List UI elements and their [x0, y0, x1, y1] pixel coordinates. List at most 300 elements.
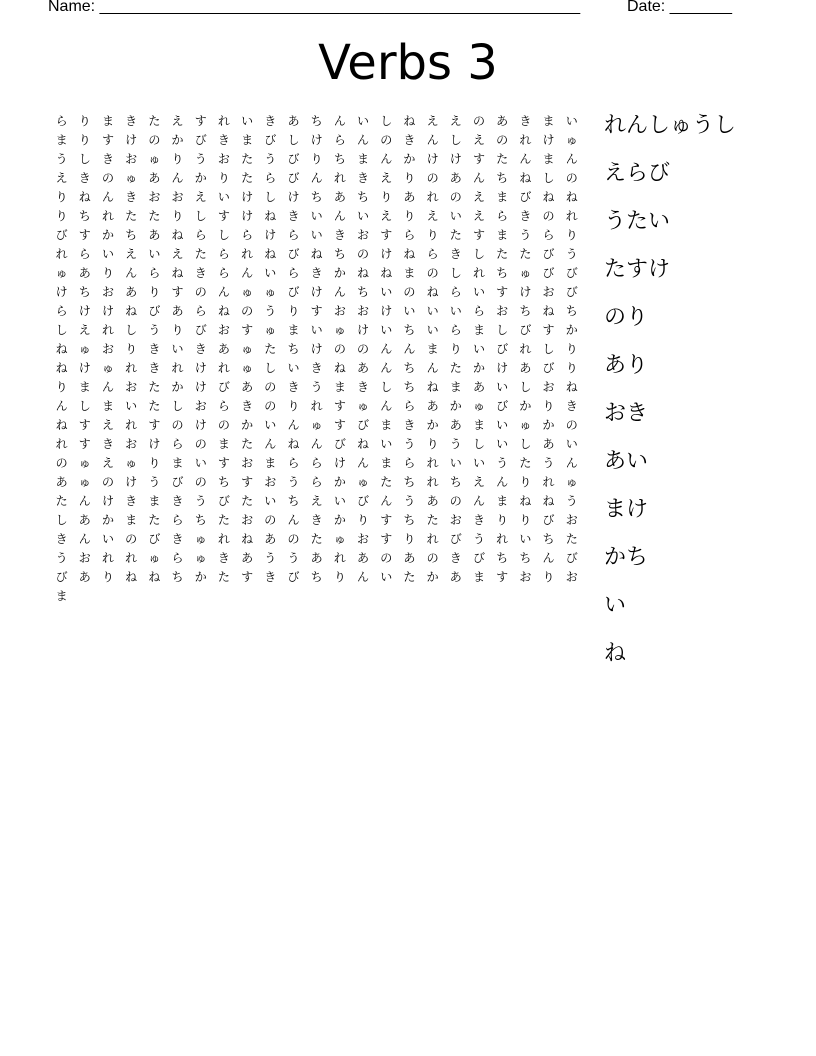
grid-cell: た	[449, 361, 462, 375]
grid-cell: い	[125, 399, 138, 413]
grid-cell: ね	[78, 190, 91, 204]
grid-cell: う	[565, 494, 578, 508]
grid-cell: い	[264, 494, 277, 508]
grid-cell: れ	[217, 532, 230, 546]
grid-cell: き	[125, 190, 138, 204]
grid-cell: ま	[333, 380, 346, 394]
grid-cell: お	[241, 456, 254, 470]
grid-cell: ね	[171, 228, 184, 242]
grid-cell: け	[310, 133, 323, 147]
grid-cell: り	[519, 475, 532, 489]
grid-cell: あ	[426, 494, 439, 508]
grid-cell: お	[194, 399, 207, 413]
grid-cell: か	[426, 418, 439, 432]
grid-cell: し	[55, 323, 68, 337]
grid-cell: す	[496, 285, 509, 299]
grid-cell: ね	[565, 380, 578, 394]
grid-cell: い	[217, 190, 230, 204]
grid-cell: う	[264, 304, 277, 318]
grid-cell: あ	[357, 361, 370, 375]
grid-cell: た	[217, 570, 230, 584]
grid-cell: あ	[78, 513, 91, 527]
grid-cell: の	[241, 304, 254, 318]
grid-cell: り	[101, 266, 114, 280]
grid-cell: え	[101, 456, 114, 470]
grid-cell: ん	[472, 494, 485, 508]
grid-cell: び	[496, 342, 509, 356]
grid-cell: お	[101, 342, 114, 356]
grid-cell: り	[565, 342, 578, 356]
grid-cell: ゅ	[264, 323, 277, 337]
grid-cell: ら	[403, 399, 416, 413]
grid-cell: す	[241, 475, 254, 489]
grid-cell: ち	[78, 285, 91, 299]
grid-cell: ん	[310, 171, 323, 185]
grid-cell: び	[565, 285, 578, 299]
grid-cell: ち	[357, 285, 370, 299]
grid-cell: け	[125, 133, 138, 147]
grid-cell: ら	[194, 304, 207, 318]
grid-cell: い	[426, 304, 439, 318]
grid-cell: き	[78, 171, 91, 185]
grid-cell: び	[217, 494, 230, 508]
grid-cell: ね	[542, 190, 555, 204]
grid-cell: い	[194, 456, 207, 470]
grid-cell: ん	[78, 494, 91, 508]
grid-cell: か	[194, 171, 207, 185]
grid-cell: り	[333, 570, 346, 584]
grid-cell: ま	[55, 589, 68, 603]
grid-cell: あ	[310, 551, 323, 565]
grid-cell: い	[380, 285, 393, 299]
grid-cell: か	[101, 513, 114, 527]
grid-cell: お	[357, 532, 370, 546]
grid-cell: あ	[449, 570, 462, 584]
grid-cell: し	[287, 133, 300, 147]
grid-cell: び	[472, 551, 485, 565]
grid-cell: す	[310, 304, 323, 318]
grid-cell: れ	[519, 342, 532, 356]
word-list-item: えらび	[604, 161, 671, 186]
grid-cell: あ	[264, 532, 277, 546]
grid-cell: お	[542, 380, 555, 394]
grid-cell: ん	[310, 437, 323, 451]
grid-cell: た	[519, 456, 532, 470]
grid-cell: ま	[403, 266, 416, 280]
grid-cell: び	[333, 437, 346, 451]
grid-cell: び	[287, 570, 300, 584]
grid-cell: う	[287, 475, 300, 489]
grid-cell: ん	[171, 171, 184, 185]
grid-cell: ゅ	[78, 342, 91, 356]
grid-cell: の	[217, 418, 230, 432]
grid-cell: あ	[78, 570, 91, 584]
grid-cell: ゅ	[519, 266, 532, 280]
grid-cell: り	[542, 570, 555, 584]
grid-cell: び	[519, 190, 532, 204]
grid-cell: り	[55, 190, 68, 204]
grid-cell: け	[310, 285, 323, 299]
grid-cell: い	[472, 342, 485, 356]
grid-cell: の	[148, 133, 161, 147]
grid-cell: ゅ	[264, 285, 277, 299]
grid-cell: い	[264, 266, 277, 280]
grid-cell: ま	[380, 456, 393, 470]
grid-cell: あ	[148, 171, 161, 185]
grid-cell: ら	[171, 551, 184, 565]
word-list-item: まけ	[604, 497, 649, 522]
grid-cell: ん	[380, 342, 393, 356]
grid-cell: ね	[125, 304, 138, 318]
grid-cell: り	[380, 190, 393, 204]
grid-cell: ま	[101, 399, 114, 413]
grid-cell: ね	[287, 437, 300, 451]
grid-cell: ん	[380, 152, 393, 166]
grid-cell: た	[519, 247, 532, 261]
grid-cell: の	[449, 494, 462, 508]
grid-cell: き	[194, 342, 207, 356]
grid-cell: し	[264, 361, 277, 375]
grid-cell: れ	[333, 551, 346, 565]
grid-cell: ね	[333, 361, 346, 375]
grid-cell: た	[380, 475, 393, 489]
grid-cell: き	[194, 266, 207, 280]
grid-cell: い	[496, 437, 509, 451]
grid-cell: れ	[217, 361, 230, 375]
grid-cell: び	[565, 551, 578, 565]
grid-cell: け	[380, 247, 393, 261]
grid-cell: れ	[101, 209, 114, 223]
grid-cell: び	[287, 171, 300, 185]
grid-cell: す	[241, 570, 254, 584]
grid-cell: す	[217, 209, 230, 223]
grid-cell: ね	[380, 266, 393, 280]
grid-cell: ね	[55, 361, 68, 375]
grid-cell: う	[403, 494, 416, 508]
grid-cell: ら	[310, 456, 323, 470]
grid-cell: ゅ	[125, 456, 138, 470]
grid-cell: し	[496, 323, 509, 337]
grid-cell: ら	[333, 133, 346, 147]
grid-cell: す	[217, 456, 230, 470]
grid-cell: け	[78, 304, 91, 318]
grid-cell: れ	[217, 114, 230, 128]
grid-cell: び	[287, 152, 300, 166]
grid-cell: え	[472, 133, 485, 147]
grid-cell: ゅ	[357, 475, 370, 489]
grid-cell: ん	[380, 399, 393, 413]
grid-cell: あ	[519, 361, 532, 375]
grid-cell: れ	[310, 399, 323, 413]
name-field-label: Name: ______________________________________________________	[48, 0, 581, 15]
grid-cell: い	[148, 247, 161, 261]
grid-cell: き	[264, 114, 277, 128]
grid-cell: ち	[310, 570, 323, 584]
grid-cell: あ	[287, 114, 300, 128]
grid-cell: す	[171, 285, 184, 299]
grid-cell: え	[55, 171, 68, 185]
grid-cell: お	[78, 551, 91, 565]
grid-cell: り	[55, 209, 68, 223]
grid-cell: か	[171, 133, 184, 147]
grid-cell: あ	[241, 551, 254, 565]
grid-cell: ち	[496, 551, 509, 565]
grid-cell: ん	[101, 380, 114, 394]
word-list-item: い	[604, 593, 627, 618]
grid-cell: ゅ	[241, 285, 254, 299]
grid-cell: ゅ	[310, 418, 323, 432]
grid-cell: き	[148, 342, 161, 356]
grid-cell: び	[542, 247, 555, 261]
grid-cell: お	[333, 304, 346, 318]
grid-cell: き	[171, 494, 184, 508]
grid-cell: び	[542, 513, 555, 527]
grid-cell: う	[194, 152, 207, 166]
grid-cell: の	[194, 285, 207, 299]
grid-cell: ね	[565, 190, 578, 204]
grid-cell: あ	[403, 551, 416, 565]
grid-cell: の	[194, 437, 207, 451]
grid-cell: き	[403, 133, 416, 147]
grid-cell: ら	[55, 114, 68, 128]
word-search-grid	[50, 112, 583, 606]
grid-cell: ち	[194, 513, 207, 527]
grid-cell: き	[287, 380, 300, 394]
grid-cell: ね	[264, 247, 277, 261]
grid-cell: か	[565, 323, 578, 337]
grid-cell: の	[472, 114, 485, 128]
grid-cell: ら	[403, 456, 416, 470]
grid-cell: け	[519, 285, 532, 299]
grid-cell: ま	[496, 228, 509, 242]
grid-cell: お	[357, 228, 370, 242]
grid-cell: り	[426, 437, 439, 451]
grid-cell: い	[357, 114, 370, 128]
grid-cell: ま	[78, 380, 91, 394]
grid-cell: い	[449, 304, 462, 318]
grid-cell: い	[403, 304, 416, 318]
grid-cell: ら	[171, 513, 184, 527]
grid-cell: か	[171, 380, 184, 394]
grid-cell: の	[194, 475, 207, 489]
grid-cell: ら	[148, 266, 161, 280]
grid-cell: き	[101, 152, 114, 166]
grid-cell: の	[403, 285, 416, 299]
grid-cell: ん	[519, 152, 532, 166]
grid-cell: え	[472, 209, 485, 223]
grid-cell: り	[78, 114, 91, 128]
grid-cell: ん	[125, 266, 138, 280]
grid-cell: い	[496, 418, 509, 432]
grid-cell: ね	[403, 247, 416, 261]
grid-cell: れ	[101, 551, 114, 565]
word-list-item: うたい	[604, 209, 671, 234]
grid-cell: ち	[403, 323, 416, 337]
grid-cell: し	[380, 114, 393, 128]
grid-cell: ま	[472, 418, 485, 432]
grid-cell: た	[125, 209, 138, 223]
grid-cell: ち	[403, 513, 416, 527]
grid-cell: う	[310, 380, 323, 394]
grid-cell: の	[426, 551, 439, 565]
grid-cell: す	[101, 133, 114, 147]
grid-cell: き	[125, 494, 138, 508]
grid-cell: び	[171, 475, 184, 489]
grid-cell: ん	[241, 266, 254, 280]
grid-cell: た	[496, 247, 509, 261]
grid-cell: び	[565, 266, 578, 280]
grid-cell: り	[148, 285, 161, 299]
grid-cell: お	[449, 513, 462, 527]
grid-cell: ん	[426, 361, 439, 375]
grid-cell: ゅ	[519, 418, 532, 432]
grid-cell: た	[241, 494, 254, 508]
grid-cell: い	[264, 418, 277, 432]
grid-cell: の	[357, 247, 370, 261]
grid-cell: き	[55, 532, 68, 546]
word-list-item: あい	[604, 449, 649, 474]
grid-cell: り	[449, 342, 462, 356]
grid-cell: ら	[472, 304, 485, 318]
grid-cell: う	[148, 323, 161, 337]
grid-cell: し	[519, 437, 532, 451]
grid-cell: ま	[426, 342, 439, 356]
grid-cell: き	[449, 551, 462, 565]
grid-cell: ら	[496, 209, 509, 223]
grid-cell: ね	[241, 532, 254, 546]
grid-cell: ゅ	[357, 399, 370, 413]
grid-cell: び	[194, 133, 207, 147]
grid-cell: ち	[542, 532, 555, 546]
grid-cell: の	[426, 171, 439, 185]
grid-cell: ん	[426, 133, 439, 147]
grid-cell: す	[380, 228, 393, 242]
grid-cell: ち	[287, 494, 300, 508]
grid-cell: す	[194, 114, 207, 128]
grid-cell: あ	[171, 304, 184, 318]
word-list	[604, 102, 814, 678]
grid-cell: け	[542, 133, 555, 147]
grid-cell: う	[264, 551, 277, 565]
grid-cell: の	[380, 551, 393, 565]
grid-cell: き	[101, 437, 114, 451]
grid-cell: れ	[426, 475, 439, 489]
grid-cell: う	[194, 494, 207, 508]
grid-cell: た	[264, 342, 277, 356]
grid-cell: き	[565, 399, 578, 413]
grid-cell: ま	[449, 380, 462, 394]
grid-cell: け	[287, 190, 300, 204]
grid-cell: ん	[333, 285, 346, 299]
grid-cell: し	[55, 513, 68, 527]
grid-cell: ま	[55, 133, 68, 147]
grid-cell: ん	[264, 437, 277, 451]
grid-cell: の	[264, 399, 277, 413]
grid-cell: け	[194, 418, 207, 432]
grid-cell: れ	[241, 247, 254, 261]
grid-cell: い	[449, 456, 462, 470]
grid-cell: ら	[287, 266, 300, 280]
grid-cell: き	[472, 513, 485, 527]
grid-cell: り	[403, 532, 416, 546]
grid-cell: い	[333, 494, 346, 508]
grid-cell: き	[241, 399, 254, 413]
grid-cell: え	[449, 114, 462, 128]
grid-cell: い	[519, 532, 532, 546]
grid-cell: け	[264, 228, 277, 242]
word-list-item: れんしゅうし	[604, 113, 737, 138]
grid-cell: ら	[310, 475, 323, 489]
grid-cell: う	[55, 551, 68, 565]
grid-cell: お	[496, 304, 509, 318]
grid-cell: き	[310, 266, 323, 280]
grid-cell: ら	[55, 304, 68, 318]
grid-cell: り	[426, 228, 439, 242]
grid-cell: す	[380, 513, 393, 527]
word-list-item: のり	[604, 305, 649, 330]
grid-cell: ら	[449, 323, 462, 337]
grid-cell: け	[101, 494, 114, 508]
grid-cell: れ	[426, 456, 439, 470]
grid-cell: ま	[542, 152, 555, 166]
grid-cell: ね	[148, 570, 161, 584]
grid-cell: の	[287, 532, 300, 546]
grid-cell: い	[310, 228, 323, 242]
grid-cell: す	[496, 570, 509, 584]
grid-cell: れ	[542, 475, 555, 489]
grid-cell: ゅ	[148, 152, 161, 166]
grid-cell: ま	[472, 323, 485, 337]
grid-cell: ね	[426, 285, 439, 299]
word-list-item: かち	[604, 545, 649, 570]
grid-cell: あ	[542, 437, 555, 451]
grid-cell: た	[449, 228, 462, 242]
grid-cell: び	[449, 532, 462, 546]
grid-cell: び	[542, 361, 555, 375]
grid-cell: し	[125, 323, 138, 337]
grid-cell: た	[241, 171, 254, 185]
grid-cell: あ	[241, 380, 254, 394]
grid-cell: れ	[125, 418, 138, 432]
grid-cell: い	[380, 570, 393, 584]
grid-cell: ね	[519, 494, 532, 508]
grid-cell: ゅ	[333, 532, 346, 546]
grid-cell: び	[264, 133, 277, 147]
grid-cell: き	[125, 114, 138, 128]
grid-cell: ま	[101, 114, 114, 128]
grid-cell: び	[287, 247, 300, 261]
grid-cell: た	[148, 399, 161, 413]
grid-cell: ら	[217, 247, 230, 261]
grid-cell: し	[380, 380, 393, 394]
grid-cell: ね	[55, 418, 68, 432]
grid-cell: ち	[310, 190, 323, 204]
grid-cell: う	[542, 456, 555, 470]
grid-cell: け	[241, 209, 254, 223]
grid-cell: ん	[287, 513, 300, 527]
grid-cell: あ	[449, 418, 462, 432]
grid-cell: ち	[125, 228, 138, 242]
grid-cell: ん	[287, 418, 300, 432]
grid-cell: り	[217, 171, 230, 185]
grid-cell: の	[565, 171, 578, 185]
grid-cell: か	[101, 228, 114, 242]
grid-cell: き	[449, 247, 462, 261]
grid-cell: か	[333, 513, 346, 527]
grid-cell: ゅ	[125, 171, 138, 185]
grid-cell: え	[426, 209, 439, 223]
grid-cell: び	[287, 285, 300, 299]
